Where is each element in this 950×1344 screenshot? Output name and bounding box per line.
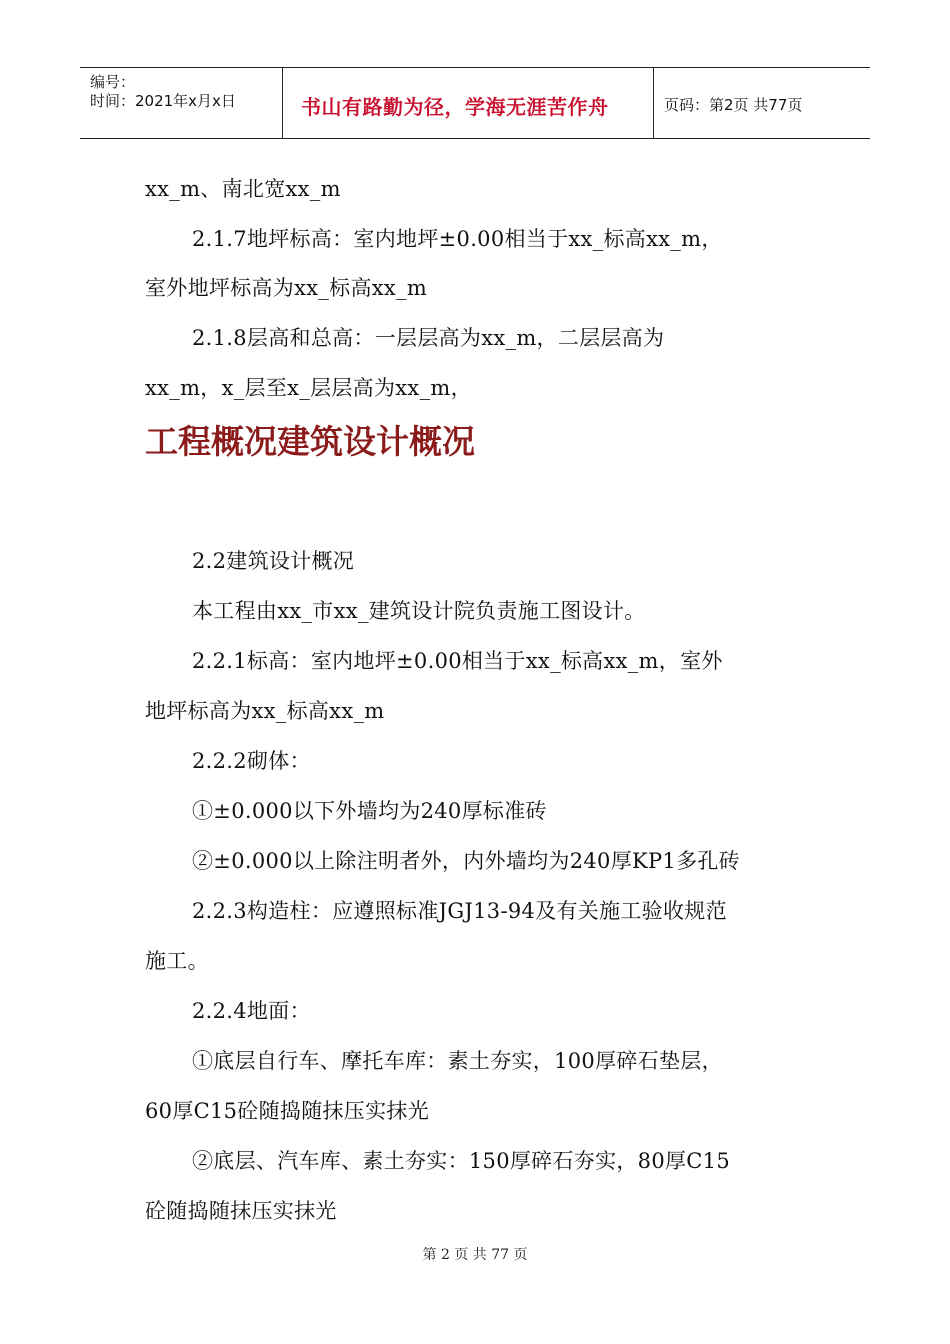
section-line: ①底层自行车、摩托车库：素土夯实，100厚碎石垫层， xyxy=(192,1049,723,1073)
body-line: 2.1.8层高和总高：一层层高为xx_m，二层层高为 xyxy=(192,326,665,350)
section-line: 砼随捣随抹压实抹光 xyxy=(145,1199,337,1223)
section-line: 2.2.1标高：室内地坪±0.00相当于xx_标高xx_m，室外 xyxy=(192,649,723,673)
section-line: 2.2.3构造柱：应遵照标准JGJ13-94及有关施工验收规范 xyxy=(192,899,727,923)
body-line: xx_m、南北宽xx_m xyxy=(145,177,341,201)
section-line: ①±0.000以下外墙均为240厚标准砖 xyxy=(192,799,547,823)
section-line: 2.2建筑设计概况 xyxy=(192,549,355,573)
section-line: 本工程由xx_市xx_建筑设计院负责施工图设计。 xyxy=(192,599,646,623)
section-line: 2.2.4地面： xyxy=(192,999,311,1023)
document-date: 时间：2021年x月x日 xyxy=(90,92,236,110)
page-header xyxy=(80,67,870,139)
section-line: 地坪标高为xx_标高xx_m xyxy=(145,699,385,723)
body-line: 2.1.7地坪标高：室内地坪±0.00相当于xx_标高xx_m， xyxy=(192,227,723,251)
section-line: 60厚C15砼随捣随抹压实抹光 xyxy=(145,1099,430,1123)
document-number-label: 编号： xyxy=(90,73,136,91)
section-heading: 工程概况建筑设计概况 xyxy=(145,422,475,461)
section-line: ②底层、汽车库、素土夯实：150厚碎石夯实，80厚C15 xyxy=(192,1149,730,1173)
header-motto-cell xyxy=(283,68,654,138)
header-meta-cell xyxy=(80,68,283,138)
body-line: xx_m，x_层至x_层层高为xx_m， xyxy=(145,376,472,400)
section-line: 施工。 xyxy=(145,949,209,973)
page-footer: 第 2 页 共 77 页 xyxy=(422,1247,528,1263)
section-line: ②±0.000以上除注明者外，内外墙均为240厚KP1多孔砖 xyxy=(192,849,740,873)
header-motto: 书山有路勤为径，学海无涯苦作舟 xyxy=(301,95,609,119)
section-line: 2.2.2砌体： xyxy=(192,749,311,773)
body-line: 室外地坪标高为xx_标高xx_m xyxy=(145,276,428,300)
header-page-cell xyxy=(654,68,870,138)
header-page-code: 页码：第2页 共77页 xyxy=(664,96,803,114)
